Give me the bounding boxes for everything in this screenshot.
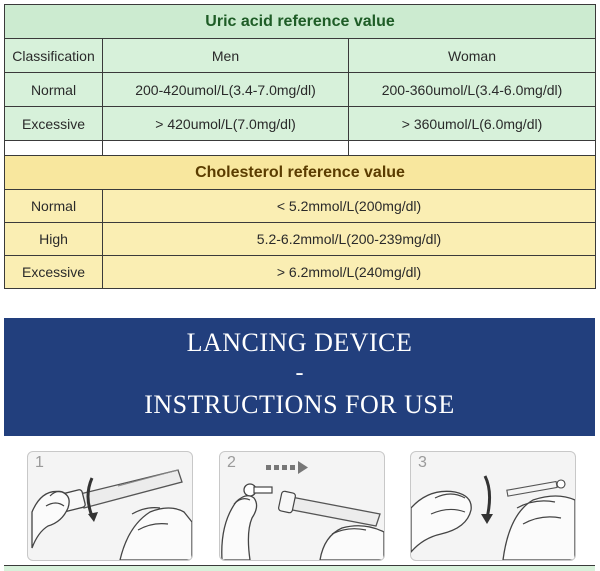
uric-acid-title: Uric acid reference value [5, 5, 596, 39]
uric-acid-row-normal [5, 73, 596, 107]
insert-lancet-illustration [220, 452, 384, 560]
chol-excessive-value: > 6.2mmol/L(240mg/dl) [103, 256, 596, 289]
twist-off-lancet-cap-illustration [411, 452, 575, 560]
chol-high-value: 5.2-6.2mmol/L(200-239mg/dl) [103, 223, 596, 256]
uric-excessive-woman: > 360umol/L(6.0mg/dl) [349, 107, 596, 141]
step-number-1: 1 [35, 454, 44, 471]
uric-normal-men: 200-420umol/L(3.4-7.0mg/dl) [103, 73, 349, 107]
chol-excessive-label: Excessive [5, 256, 103, 289]
step-number-3: 3 [418, 454, 427, 471]
step-panel-1 [27, 451, 193, 561]
uric-normal-label: Normal [5, 73, 103, 107]
cholesterol-row-excessive [5, 256, 596, 289]
twist-cap-off-illustration [28, 452, 192, 560]
next-table-row-partial [4, 565, 595, 571]
uric-normal-woman: 200-360umol/L(3.4-6.0mg/dl) [349, 73, 596, 107]
header-men: Men [103, 39, 349, 73]
cholesterol-row-high [5, 223, 596, 256]
uric-acid-header-row [5, 39, 596, 73]
chol-normal-value: < 5.2mmol/L(200mg/dl) [103, 190, 596, 223]
cholesterol-row-normal [5, 190, 596, 223]
spacer-cell [5, 141, 103, 156]
banner-subtitle: INSTRUCTIONS FOR USE [144, 390, 455, 419]
spacer-row [5, 141, 596, 156]
spacer-cell [349, 141, 596, 156]
instructions-banner [4, 318, 595, 436]
header-classification: Classification [5, 39, 103, 73]
header-woman: Woman [349, 39, 596, 73]
step-panel-2 [219, 451, 385, 561]
reference-value-table [4, 4, 596, 289]
chol-high-label: High [5, 223, 103, 256]
cholesterol-title: Cholesterol reference value [5, 156, 596, 190]
uric-acid-title-row [5, 5, 596, 39]
step-panel-3 [410, 451, 576, 561]
banner-separator: - [295, 360, 304, 386]
uric-acid-row-excessive [5, 107, 596, 141]
banner-title: LANCING DEVICE [186, 328, 413, 357]
step-number-2: 2 [227, 454, 236, 471]
spacer-cell [103, 141, 349, 156]
cholesterol-title-row [5, 156, 596, 190]
chol-normal-label: Normal [5, 190, 103, 223]
uric-excessive-label: Excessive [5, 107, 103, 141]
uric-excessive-men: > 420umol/L(7.0mg/dl) [103, 107, 349, 141]
